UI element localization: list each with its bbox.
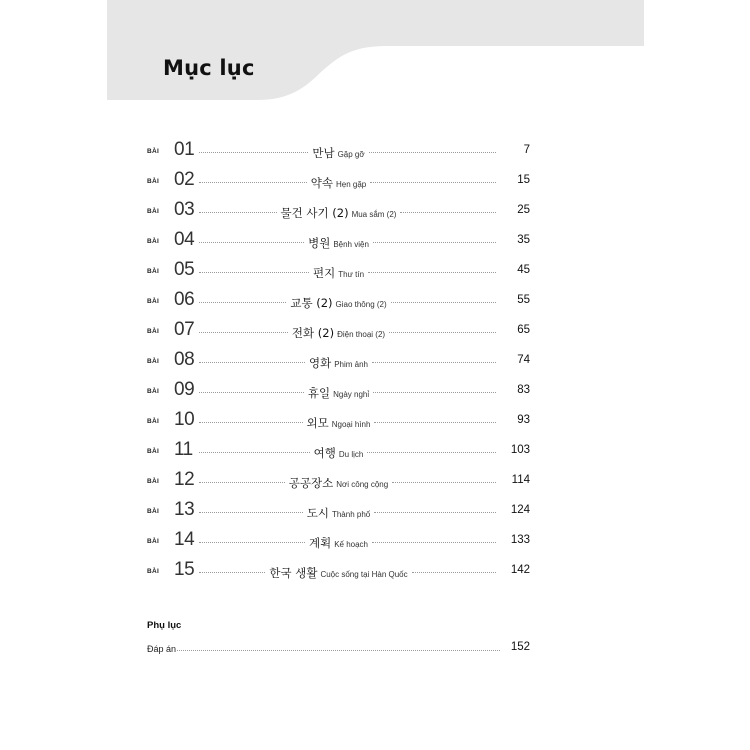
dot-leader	[177, 650, 500, 651]
lesson-title-vietnamese: Nơi công cộng	[336, 480, 389, 489]
page-number: 114	[511, 474, 530, 486]
lesson-title-korean: 여행	[313, 446, 336, 460]
lesson-prefix: BÀI	[147, 568, 160, 575]
lesson-title	[147, 294, 530, 313]
page-number: 15	[517, 174, 530, 186]
book-page	[107, 0, 644, 750]
lesson-title-korean: 외모	[306, 416, 329, 430]
page-number: 45	[517, 264, 530, 276]
lesson-title-vietnamese: Du lịch	[338, 450, 364, 459]
lesson-title	[147, 204, 530, 223]
lesson-title-korean: 도시	[306, 506, 329, 520]
lesson-number: 14	[174, 529, 195, 550]
lesson-title	[147, 444, 530, 463]
lesson-number: 06	[174, 289, 195, 310]
toc-row[interactable]	[147, 408, 530, 434]
lesson-title	[147, 504, 530, 523]
lesson-title-korean: 공공장소	[288, 476, 334, 490]
lesson-title-korean: 영화	[308, 356, 332, 370]
lesson-title	[147, 174, 530, 193]
page-number: 35	[517, 234, 530, 246]
page-number: 152	[510, 641, 530, 653]
lesson-number: 02	[174, 169, 195, 190]
lesson-title-korean: 만남	[312, 146, 335, 160]
lesson-prefix: BÀI	[147, 298, 160, 305]
lesson-title-vietnamese: Kế hoạch	[334, 540, 369, 549]
lesson-prefix: BÀI	[147, 538, 160, 545]
lesson-title-vietnamese: Phim ảnh	[334, 360, 368, 369]
lesson-title-vietnamese: Thư tín	[338, 270, 365, 279]
lesson-number: 09	[174, 379, 195, 400]
lesson-title-korean: 물건 사기 (2)	[280, 206, 349, 220]
lesson-title	[147, 474, 530, 493]
page-number: 7	[523, 144, 530, 156]
page-number: 74	[517, 354, 530, 366]
page-number: 83	[517, 384, 530, 396]
toc-row[interactable]	[147, 348, 530, 374]
toc-row[interactable]	[147, 378, 530, 404]
lesson-title	[147, 564, 530, 583]
lesson-number: 08	[174, 349, 195, 370]
lesson-title-vietnamese: Điện thoại (2)	[337, 330, 386, 339]
toc-row[interactable]	[147, 558, 530, 584]
lesson-title-vietnamese: Ngoại hình	[331, 420, 371, 429]
page-number: 103	[510, 444, 530, 456]
lesson-title-korean: 편지	[312, 266, 336, 280]
lesson-prefix: BÀI	[147, 358, 160, 365]
lesson-title	[147, 324, 530, 343]
appendix-title: Phụ lục	[147, 620, 182, 631]
lesson-number: 13	[174, 499, 195, 520]
lesson-prefix: BÀI	[147, 478, 160, 485]
toc-row[interactable]	[147, 288, 530, 314]
header-band	[107, 0, 644, 100]
lesson-title-korean: 교통 (2)	[290, 296, 333, 310]
lesson-prefix: BÀI	[147, 148, 160, 155]
appendix-row[interactable]	[147, 640, 530, 660]
lesson-number: 15	[174, 559, 195, 580]
page-number: 124	[510, 504, 530, 516]
lesson-title-vietnamese: Bệnh viện	[333, 240, 369, 249]
page-number: 55	[517, 294, 530, 306]
toc-row[interactable]	[147, 498, 530, 524]
page-title: Mục lục	[163, 56, 255, 80]
lesson-prefix: BÀI	[147, 508, 160, 515]
lesson-title-vietnamese: Cuộc sống tại Hàn Quốc	[320, 570, 408, 579]
lesson-prefix: BÀI	[147, 178, 160, 185]
lesson-prefix: BÀI	[147, 388, 160, 395]
lesson-title-vietnamese: Hẹn gặp	[335, 180, 367, 189]
lesson-title	[147, 384, 530, 403]
toc-row[interactable]	[147, 228, 530, 254]
lesson-prefix: BÀI	[147, 328, 160, 335]
toc-row[interactable]	[147, 258, 530, 284]
page-number: 65	[517, 324, 530, 336]
toc-row[interactable]	[147, 138, 530, 164]
lesson-title	[147, 534, 530, 553]
lesson-prefix: BÀI	[147, 268, 160, 275]
lesson-number: 12	[174, 469, 195, 490]
lesson-title	[147, 414, 530, 433]
toc-row[interactable]	[147, 438, 530, 464]
lesson-title-korean: 휴일	[307, 386, 331, 400]
lesson-title-vietnamese: Thành phố	[331, 510, 371, 519]
lesson-title	[147, 264, 530, 283]
page-number: 25	[517, 204, 530, 216]
toc-row[interactable]	[147, 318, 530, 344]
lesson-title-vietnamese: Mua sắm (2)	[351, 210, 397, 219]
lesson-title	[147, 234, 530, 253]
lesson-prefix: BÀI	[147, 208, 160, 215]
lesson-title-vietnamese: Ngày nghỉ	[333, 390, 370, 399]
lesson-number: 05	[174, 259, 195, 280]
appendix-label: Đáp án	[147, 644, 177, 654]
lesson-number: 11	[174, 439, 193, 460]
lesson-title	[147, 144, 530, 163]
lesson-prefix: BÀI	[147, 238, 160, 245]
lesson-number: 07	[174, 319, 195, 340]
lesson-title-korean: 약속	[310, 176, 333, 190]
lesson-title-vietnamese: Gặp gỡ	[337, 150, 365, 159]
toc-row[interactable]	[147, 528, 530, 554]
page-number: 93	[517, 414, 530, 426]
lesson-prefix: BÀI	[147, 418, 160, 425]
lesson-title	[147, 354, 530, 373]
toc-row[interactable]	[147, 198, 530, 224]
lesson-prefix: BÀI	[147, 448, 160, 455]
lesson-title-vietnamese: Giao thông (2)	[335, 300, 387, 309]
lesson-title-korean: 전화 (2)	[291, 326, 335, 340]
lesson-title-korean: 한국 생활	[269, 566, 318, 580]
page-number: 142	[510, 564, 530, 576]
toc-row[interactable]	[147, 468, 530, 494]
lesson-number: 10	[174, 409, 195, 430]
lesson-title-korean: 계획	[308, 536, 332, 550]
page-number: 133	[510, 534, 530, 546]
lesson-number: 03	[174, 199, 195, 220]
lesson-number: 01	[174, 139, 195, 160]
lesson-number: 04	[174, 229, 195, 250]
lesson-title-korean: 병원	[308, 236, 331, 250]
toc-row[interactable]	[147, 168, 530, 194]
